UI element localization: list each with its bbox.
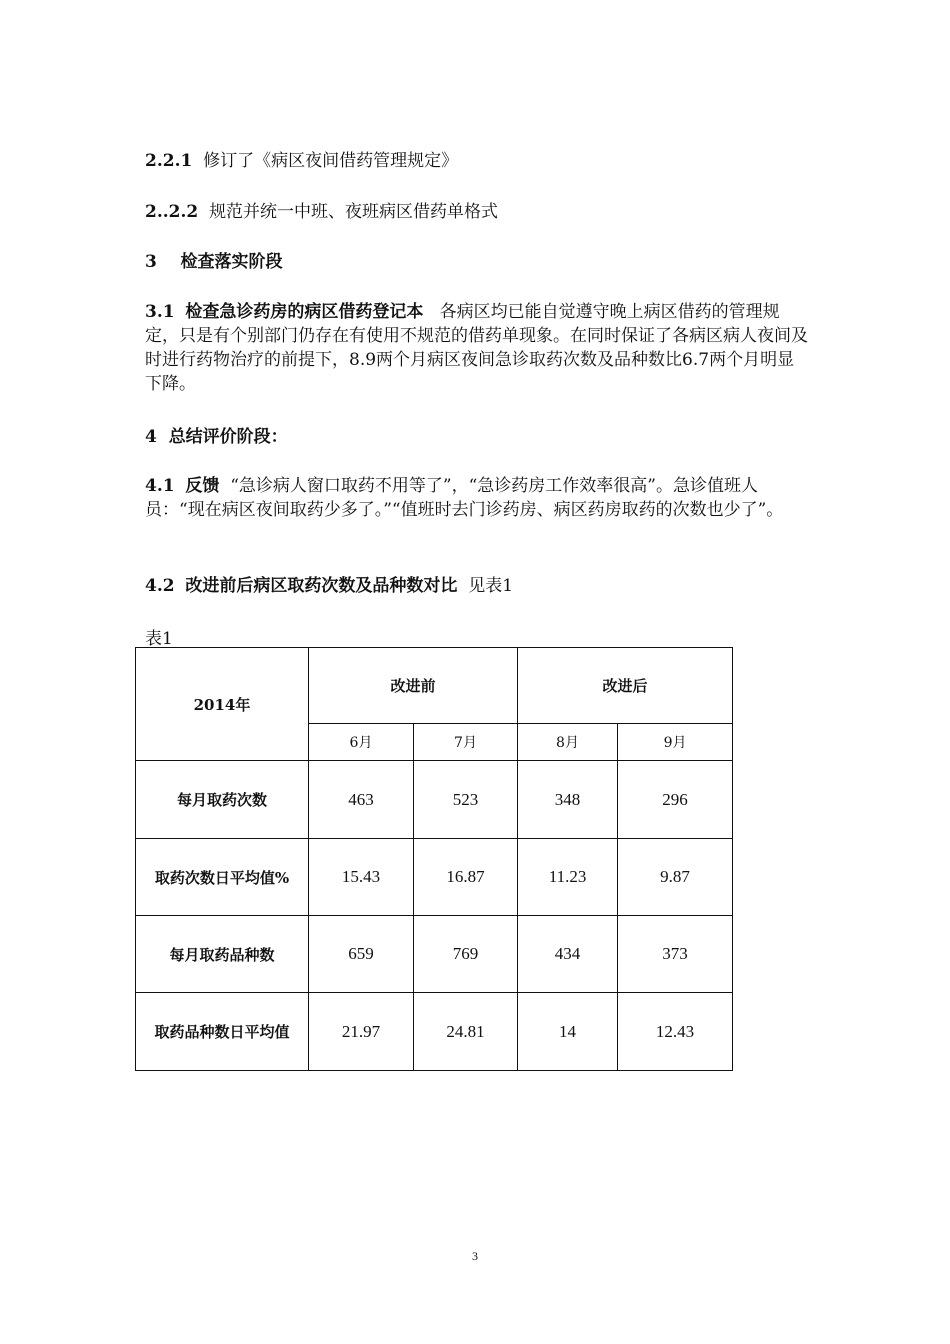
section-number: 2.2.1 xyxy=(145,151,193,171)
section-heading: 检查落实阶段 xyxy=(180,252,283,272)
month-header: 7月 xyxy=(414,724,518,761)
comparison-table xyxy=(135,647,733,1071)
table-cell: 523 xyxy=(414,761,518,839)
section-number: 2..2.2 xyxy=(145,202,199,222)
section-number: 3.1 xyxy=(145,302,175,322)
table-cell: 463 xyxy=(309,761,414,839)
section-number: 4.1 xyxy=(145,476,175,496)
section-text: 见表1 xyxy=(468,576,514,596)
table-cell: 348 xyxy=(518,761,618,839)
section-heading: 检查急诊药房的病区借药登记本 xyxy=(185,302,424,322)
section-heading: 改进前后病区取药次数及品种数对比 xyxy=(185,576,458,596)
table-cell: 15.43 xyxy=(309,839,414,916)
section-number: 3 xyxy=(145,252,157,272)
table-corner-cell: 2014年 xyxy=(136,648,309,761)
group-header-after: 改进后 xyxy=(518,648,733,724)
section-text: 各病区均已能自觉遵守晚上病区借药的管理规定，只是有个别部门仍存在有使用不规范的借药单现象。在同时保证了各病区病人夜间及时进行药物治疗的前提下，8.9两个月病区夜间急诊取药次数及品种数比6.7两个月明显下降。 xyxy=(145,302,808,394)
table-cell: 769 xyxy=(414,916,518,993)
month-header: 8月 xyxy=(518,724,618,761)
table-row xyxy=(136,993,733,1071)
table-cell: 14 xyxy=(518,993,618,1071)
table-row xyxy=(136,761,733,839)
section-text: “急诊病人窗口取药不用等了”，“急诊药房工作效率很高”。急诊值班人员：“现在病区夜间取药少多了。”“值班时去门诊药房、病区药房取药的次数也少了”。 xyxy=(145,476,784,520)
row-label: 取药次数日平均值% xyxy=(136,839,309,916)
section-heading: 总结评价阶段： xyxy=(168,427,288,447)
table-cell: 21.97 xyxy=(309,993,414,1071)
month-header: 9月 xyxy=(618,724,733,761)
section-4-1 xyxy=(145,474,810,522)
table-cell: 24.81 xyxy=(414,993,518,1071)
table-cell: 434 xyxy=(518,916,618,993)
table-caption: 表1 xyxy=(145,629,173,649)
table-cell: 11.23 xyxy=(518,839,618,916)
table-cell: 296 xyxy=(618,761,733,839)
month-header: 6月 xyxy=(309,724,414,761)
section-text: 规范并统一中班、夜班病区借药单格式 xyxy=(209,202,499,222)
section-2-2-1 xyxy=(145,149,810,173)
section-3-heading xyxy=(145,250,810,274)
section-number: 4 xyxy=(145,427,157,447)
section-3-1 xyxy=(145,300,810,396)
page-number: 3 xyxy=(472,1249,478,1263)
section-text: 修订了《病区夜间借药管理规定》 xyxy=(203,151,459,171)
table-cell: 16.87 xyxy=(414,839,518,916)
row-label: 取药品种数日平均值 xyxy=(136,993,309,1071)
section-number: 4.2 xyxy=(145,576,175,596)
table-cell: 9.87 xyxy=(618,839,733,916)
section-4-heading xyxy=(145,425,810,449)
table-cell: 12.43 xyxy=(618,993,733,1071)
row-label: 每月取药次数 xyxy=(136,761,309,839)
table-cell: 659 xyxy=(309,916,414,993)
table-cell: 373 xyxy=(618,916,733,993)
section-heading: 反馈 xyxy=(185,476,220,496)
table-row xyxy=(136,839,733,916)
table-row xyxy=(136,916,733,993)
section-2-2-2 xyxy=(145,200,810,224)
section-4-2 xyxy=(145,574,810,598)
group-header-before: 改进前 xyxy=(309,648,518,724)
row-label: 每月取药品种数 xyxy=(136,916,309,993)
